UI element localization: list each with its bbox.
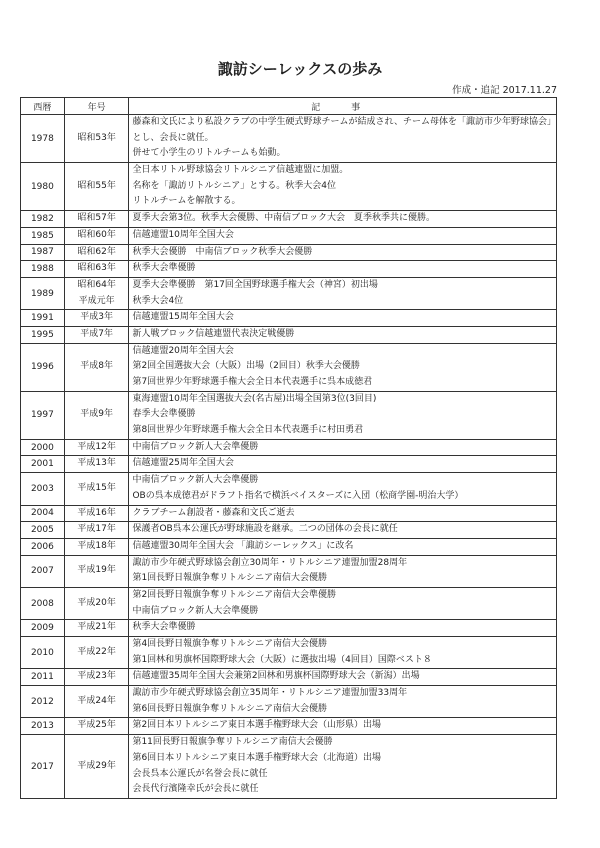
event-line: クラブチーム創設者・藤森和文氏ご逝去 [132,507,295,518]
era-line: 昭和55年 [77,180,116,191]
event-line: 中南信ブロック新人大会準優勝 [132,605,259,616]
event-line: 信越連盟20周年全国大会 [132,345,234,356]
era-cell [64,115,129,163]
events-cell [129,686,557,718]
events-cell [129,669,557,686]
created-date: 作成・追記 2017.11.27 [452,85,557,96]
event-line: OBの呉本成徳君がドラフト指名で横浜ベイスターズに入団（松商学園-明治大学） [132,490,464,501]
era-cell [64,163,129,211]
era-line: 平成25年 [77,720,116,731]
year-cell: 2006 [21,538,65,555]
era-cell [64,326,129,343]
era-line: 昭和62年 [77,246,116,257]
year-cell: 2008 [21,587,65,619]
table-row [21,439,557,456]
era-cell [64,261,129,278]
event-line: 秋季大会準優勝 [132,263,196,274]
event-line: 第2回長野日報旗争奪リトルシニア南信大会準優勝 [132,589,336,600]
era-cell [64,439,129,456]
event-line: 第11回長野日報旗争奪リトルシニア南信大会優勝 [132,737,333,748]
event-line: 信越連盟35周年全国大会兼第2回林和男旗杯国際野球大会（新潟）出場 [132,671,420,682]
table-row [21,587,557,619]
events-cell [129,505,557,522]
table-row [21,244,557,261]
history-table [20,97,557,799]
event-line: とし、会長に就任。 [132,132,214,143]
events-cell [129,244,557,261]
event-line: 藤森和文氏により私設クラブの中学生硬式野球チームが結成され、チーム母体を「諏訪市少年野球協会」 [132,117,556,127]
era-line: 昭和64年 [77,279,116,290]
year-cell: 2012 [21,686,65,718]
table-row [21,211,557,228]
events-cell [129,587,557,619]
table-row [21,538,557,555]
year-cell: 2017 [21,735,65,799]
event-line: 第4回長野日報旗争奪リトルシニア南信大会優勝 [132,639,327,649]
event-line: 秋季大会優勝 中南信ブロック秋季大会優勝 [132,246,313,257]
events-cell [129,227,557,244]
table-header [21,98,557,115]
event-line: 中南信ブロック新人大会準優勝 [132,475,259,486]
era-line: 平成元年 [78,295,115,306]
table-row [21,718,557,735]
events-cell [129,637,557,669]
events-cell [129,735,557,799]
era-line: 平成22年 [77,646,116,657]
era-line: 昭和63年 [77,263,116,274]
table-row [21,505,557,522]
era-cell [64,211,129,228]
table-row [21,343,557,391]
year-cell: 2010 [21,637,65,669]
era-cell [64,718,129,735]
event-line: 名称を「諏訪リトルシニア」とする。秋季大会4位 [132,180,336,191]
era-line: 平成20年 [77,597,116,608]
year-cell: 1996 [21,343,65,391]
era-line: 平成24年 [77,695,116,706]
table-row [21,669,557,686]
era-cell [64,637,129,669]
table-row [21,277,557,309]
year-cell: 1980 [21,163,65,211]
year-cell: 2009 [21,620,65,637]
event-line: 第6回日本リトルシニア東日本選手権野球大会（北海道）出場 [132,752,381,763]
era-line: 平成12年 [77,441,116,452]
event-line: 信越連盟30周年全国大会 「諏訪シーレックス」に改名 [132,540,354,551]
event-line: リトルチームを解散する。 [132,196,241,207]
year-cell: 1982 [21,211,65,228]
era-cell [64,505,129,522]
events-cell [129,439,557,456]
era-cell [64,391,129,439]
era-line: 昭和53年 [77,132,116,143]
year-cell: 1997 [21,391,65,439]
year-cell: 1995 [21,326,65,343]
era-cell [64,669,129,686]
event-line: 夏季大会準優勝 第17回全国野球選手権大会（神宮）初出場 [132,279,378,290]
era-cell [64,244,129,261]
year-cell: 2013 [21,718,65,735]
event-line: 第2回全国選抜大会（大阪）出場（2回目）秋季大会優勝 [132,361,360,372]
event-line: 第6回長野日報旗争奪リトルシニア南信大会優勝 [132,703,327,714]
table-row [21,163,557,211]
table-row [21,620,557,637]
header-events: 記 事 [129,98,557,115]
header-era: 年号 [64,98,129,115]
era-cell [64,310,129,327]
table-row [21,522,557,539]
table-row [21,456,557,473]
era-line: 平成15年 [77,482,116,493]
era-cell [64,277,129,309]
event-line: 夏季大会第3位。秋季大会優勝、中南信ブロック大会 夏季秋季共に優勝。 [132,213,436,224]
era-cell [64,555,129,587]
era-cell [64,538,129,555]
event-line: 併せて小学生のリトルチームも始動。 [132,148,286,159]
era-line: 平成21年 [77,622,116,633]
event-line: 東海連盟10周年全国選抜大会(名古屋)出場全国第3位(3回目) [132,393,377,404]
era-line: 平成13年 [77,458,116,469]
era-cell [64,735,129,799]
events-cell [129,522,557,539]
year-cell: 2007 [21,555,65,587]
event-line: 保護者OB呉本公運氏が野球施設を継承。二つの団体の会長に就任 [132,524,398,535]
era-line: 平成9年 [80,409,113,420]
year-cell: 1978 [21,115,65,163]
year-cell: 2003 [21,473,65,505]
year-cell: 2001 [21,456,65,473]
era-line: 平成8年 [80,361,113,372]
year-cell: 1988 [21,261,65,278]
events-cell [129,391,557,439]
events-cell [129,310,557,327]
era-line: 平成16年 [77,507,116,518]
events-cell [129,718,557,735]
events-cell [129,555,557,587]
event-line: 新人戦ブロック信越連盟代表決定戦優勝 [132,328,295,339]
event-line: 信越連盟10周年全国大会 [132,229,234,240]
event-line: 中南信ブロック新人大会準優勝 [132,441,259,452]
events-cell [129,261,557,278]
era-cell [64,686,129,718]
events-cell [129,456,557,473]
era-line: 平成18年 [77,540,116,551]
era-line: 昭和57年 [77,213,116,224]
era-cell [64,587,129,619]
event-line: 秋季大会4位 [132,295,184,306]
table-row [21,391,557,439]
event-line: 第8回世界少年野球選手権大会全日本代表選手に村田勇君 [132,425,364,436]
era-cell [64,343,129,391]
table-row [21,555,557,587]
header-year: 西暦 [21,98,65,115]
year-cell: 2011 [21,669,65,686]
table-row [21,261,557,278]
events-cell [129,277,557,309]
year-cell: 1987 [21,244,65,261]
era-cell [64,473,129,505]
year-cell: 2000 [21,439,65,456]
era-cell [64,456,129,473]
events-cell [129,620,557,637]
era-line: 平成29年 [77,760,116,771]
events-cell [129,163,557,211]
page-title: 諏訪シーレックスの歩み [217,60,383,78]
event-line: 全日本リトル野球協会リトルシニア信越連盟に加盟。 [132,165,349,176]
event-line: 会長代行濱隆幸氏が会長に就任 [132,784,259,795]
event-line: 第7回世界少年野球選手権大会全日本代表選手に呉本成徳君 [132,377,373,387]
event-line: 春季大会準優勝 [132,409,196,420]
year-cell: 1989 [21,277,65,309]
era-line: 平成19年 [77,565,116,576]
era-line: 平成7年 [80,328,113,339]
event-line: 諏訪市少年硬式野球協会創立35周年・リトルシニア連盟加盟33周年 [132,688,408,699]
event-line: 第1回長野日報旗争奪リトルシニア南信大会優勝 [132,573,327,584]
events-cell [129,211,557,228]
event-line: 信越連盟15周年全国大会 [132,312,234,323]
table-row [21,473,557,505]
table-row [21,637,557,669]
events-cell [129,115,557,163]
table-row [21,735,557,799]
era-line: 平成17年 [77,524,116,535]
event-line: 秋季大会準優勝 [132,622,196,633]
event-line: 信越連盟25周年全国大会 [132,458,234,469]
table-row [21,227,557,244]
table-row [21,310,557,327]
year-cell: 1991 [21,310,65,327]
year-cell: 2005 [21,522,65,539]
year-cell: 1985 [21,227,65,244]
era-line: 昭和60年 [77,229,116,240]
event-line: 第1回林和男旗杯国際野球大会（大阪）に選抜出場（4回目）国際ベスト８ [132,654,432,665]
year-cell: 2004 [21,505,65,522]
events-cell [129,473,557,505]
event-line: 諏訪市少年硬式野球協会創立30周年・リトルシニア連盟加盟28周年 [132,557,408,568]
events-cell [129,326,557,343]
table-row [21,115,557,163]
era-line: 平成3年 [80,312,113,323]
event-line: 会長呉本公運氏が名誉会長に就任 [132,768,268,779]
events-cell [129,343,557,391]
events-cell [129,538,557,555]
table-row [21,326,557,343]
table-row [21,686,557,718]
event-line: 第2回日本リトルシニア東日本選手権野球大会（山形県）出場 [132,720,381,731]
era-cell [64,227,129,244]
era-line: 平成23年 [77,671,116,682]
era-cell [64,620,129,637]
era-cell [64,522,129,539]
